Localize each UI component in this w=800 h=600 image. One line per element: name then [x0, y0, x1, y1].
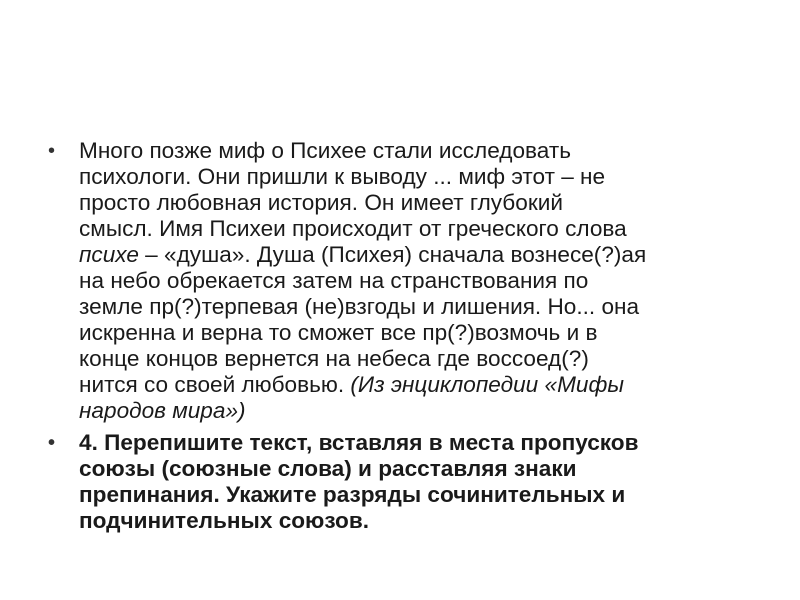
myth-line-5-rest: – «душа». Душа (Психея) сначала вознесе(?)ая	[138, 242, 647, 267]
myth-line-7: земле пр(?)терпевая (не)взгоды и лишения. Но... она	[79, 294, 640, 319]
myth-line-8: искренна и верна то сможет все пр(?)возмочь и в	[79, 320, 598, 345]
myth-line-2: психологи. Они пришли к выводу ... миф этот – не	[79, 164, 606, 189]
myth-line-5	[79, 242, 760, 268]
myth-line-6: на небо обрекается затем на странствования по	[79, 268, 589, 293]
task-line-3: препинания. Укажите разряды сочинительных и	[79, 482, 626, 507]
myth-line-3: просто любовная история. Он имеет глубокий	[79, 190, 563, 215]
greek-word: психе	[79, 242, 139, 267]
myth-line-1: Много позже миф о Психее стали исследовать	[79, 138, 571, 163]
myth-line-4: смысл. Имя Психеи происходит от греческого слова	[79, 216, 627, 241]
task-line-2: союзы (союзные слова) и расставляя знаки	[79, 456, 577, 481]
task-line-1: 4. Перепишите текст, вставляя в места пропусков	[79, 430, 639, 455]
myth-line-9: конце концов вернется на небеса где воссоед(?)	[79, 346, 589, 371]
source-citation-start: (Из энциклопедии «Мифы	[350, 372, 624, 397]
task-line-4: подчинительных союзов.	[79, 508, 369, 533]
bullet-item-myth-text	[48, 138, 760, 424]
bullet-icon: •	[48, 432, 56, 454]
source-citation-end: народов мира»)	[79, 398, 246, 423]
bullet-item-task	[48, 430, 760, 534]
bullet-icon: •	[48, 140, 56, 162]
bullet-list	[48, 138, 760, 534]
myth-line-10	[79, 372, 760, 398]
myth-line-10-regular: нится со своей любовью.	[79, 372, 351, 397]
